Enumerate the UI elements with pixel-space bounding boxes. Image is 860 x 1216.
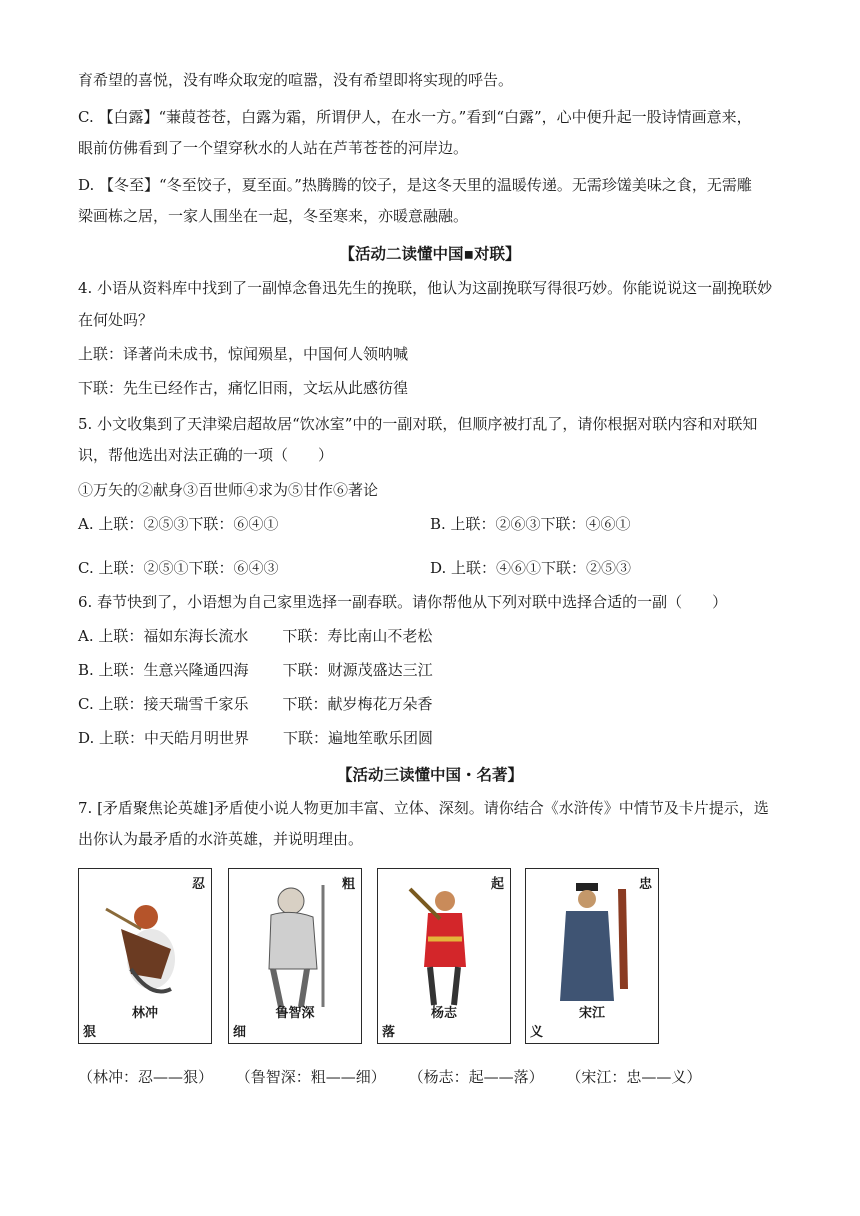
question-5-items: ①万矢的②献身③百世师④求为⑤甘作⑥著论 (78, 481, 379, 499)
card-hero-name: 宋江 (578, 1006, 605, 1021)
question-6-option-a[interactable] (78, 626, 432, 646)
caption-yang-zhi: （杨志：起——落） (408, 1068, 544, 1086)
yang-zhi-figure-icon (400, 879, 490, 1009)
song-jiang-figure-icon (548, 879, 638, 1009)
lu-zhishen-figure-icon (251, 879, 341, 1009)
option-upper: B. 上联：生意兴隆通四海 (78, 661, 249, 679)
question-7-line-2: 出你认为最矛盾的水浒英雄，并说明理由。 (78, 830, 364, 848)
option-d-line-1: D. 【冬至】“冬至饺子，夏至面。”热腾腾的饺子，是这冬天里的温暖传递。无需珍馐美味之食，无需雕 (78, 176, 752, 194)
text-line: 育希望的喜悦，没有哗众取宠的喧嚣，没有希望即将实现的呼告。 (78, 71, 514, 89)
question-4-line-2: 在何处吗？ (78, 311, 154, 329)
card-hero-name: 杨志 (430, 1006, 457, 1021)
question-5-line-1: 5. 小文收集到了天津梁启超故居“饮冰室”中的一副对联，但顺序被打乱了，请你根据对联内容和对联知 (78, 415, 758, 433)
question-5-option-b[interactable]: B. 上联：②⑥③下联：④⑥① (430, 515, 631, 533)
question-6-option-d[interactable] (78, 728, 433, 748)
section-heading-couplets: 【活动二读懂中国▪对联】 (339, 244, 521, 263)
question-6-option-c[interactable] (78, 694, 433, 714)
lin-chong-figure-icon (101, 879, 191, 1009)
card-bottom-char: 细 (233, 1025, 247, 1040)
card-top-char: 粗 (341, 877, 355, 892)
section-heading-classics: 【活动三读懂中国・名著】 (336, 765, 523, 784)
question-5-option-d[interactable]: D. 上联：④⑥①下联：②⑤③ (430, 559, 632, 577)
option-lower: 下联：寿比南山不老松 (282, 627, 433, 645)
option-upper: C. 上联：接天瑞雪千家乐 (78, 695, 249, 713)
question-6-option-b[interactable] (78, 660, 433, 680)
caption-song-jiang: （宋江：忠——义） (566, 1068, 702, 1086)
couplet-upper: 上联：译著尚未成书，惊闻殒星，中国何人领呐喊 (78, 345, 409, 363)
option-upper: A. 上联：福如东海长流水 (78, 627, 249, 645)
option-lower: 下联：献岁梅花万朵香 (282, 695, 433, 713)
card-bottom-char: 落 (382, 1025, 396, 1040)
hero-card-lin-chong (78, 868, 212, 1044)
option-d-line-2: 梁画栋之居，一家人围坐在一起，冬至寒来，亦暖意融融。 (78, 207, 469, 225)
caption-lin-chong: （林冲：忍——狠） (78, 1068, 214, 1086)
card-hero-name: 林冲 (131, 1006, 158, 1021)
card-top-char: 起 (490, 877, 504, 892)
hero-cards (78, 868, 668, 1046)
caption-lu-zhishen: （鲁智深：粗——细） (235, 1068, 386, 1086)
option-c-line-2: 眼前仿佛看到了一个望穿秋水的人站在芦苇苍苍的河岸边。 (78, 139, 469, 157)
question-4-line-1: 4. 小语从资料库中找到了一副悼念鲁迅先生的挽联，他认为这副挽联写得很巧妙。你能说说这一副挽联妙 (78, 279, 773, 297)
card-top-char: 忍 (191, 877, 205, 892)
option-lower: 下联：遍地笙歌乐团圆 (283, 729, 434, 747)
question-5-line-2: 识，帮他选出对法正确的一项（ ） (78, 446, 334, 464)
hero-card-yang-zhi (377, 868, 511, 1044)
option-c-line-1: C. 【白露】“蒹葭苍苍，白露为霜，所谓伊人，在水一方。”看到“白露”，心中便升起一股诗情画意来， (78, 108, 752, 126)
hero-card-song-jiang (525, 868, 659, 1044)
card-captions (78, 1066, 719, 1087)
question-5-option-a[interactable]: A. 上联：②⑤③下联：⑥④① (78, 515, 279, 533)
question-7-line-1: 7. [矛盾聚焦论英雄]矛盾使小说人物更加丰富、立体、深刻。请你结合《水浒传》中情节及卡片提示，选 (78, 799, 769, 817)
card-bottom-char: 狠 (83, 1025, 97, 1040)
option-upper: D. 上联：中天皓月明世界 (78, 729, 250, 747)
hero-card-lu-zhishen (228, 868, 362, 1044)
card-bottom-char: 义 (530, 1025, 544, 1040)
couplet-lower: 下联：先生已经作古，痛忆旧雨，文坛从此感彷徨 (78, 379, 409, 397)
card-hero-name: 鲁智深 (275, 1006, 315, 1021)
question-5-option-c[interactable]: C. 上联：②⑤①下联：⑥④③ (78, 559, 279, 577)
card-top-char: 忠 (638, 877, 652, 892)
option-lower: 下联：财源茂盛达三江 (282, 661, 433, 679)
question-6-line-1: 6. 春节快到了，小语想为自己家里选择一副春联。请你帮他从下列对联中选择合适的一副（ ） (78, 593, 728, 611)
